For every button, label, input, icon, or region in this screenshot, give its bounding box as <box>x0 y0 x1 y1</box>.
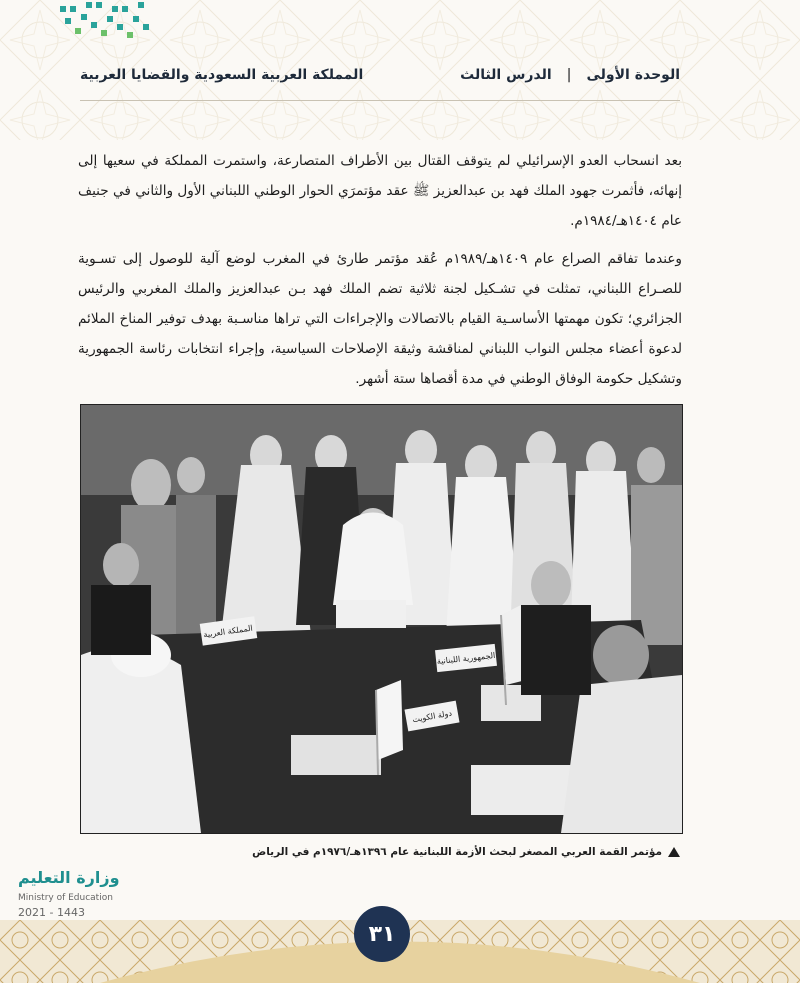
unit-title: الوحدة الأولى <box>586 67 680 83</box>
lesson-title: الدرس الثالث <box>460 67 552 83</box>
header-separator: | <box>566 67 572 83</box>
ministry-name-arabic: وزارة التعليم <box>18 868 120 887</box>
ministry-year: 2021 - 1443 <box>18 906 85 919</box>
unit-lesson <box>460 67 680 83</box>
photo-caption <box>190 846 680 858</box>
ministry-logo-icon <box>56 0 156 38</box>
topic-title: المملكة العربية السعودية والقضايا العربية <box>80 67 364 83</box>
caption-text: مؤتمر القمة العربي المصغر لبحث الأزمة اللبنانية عام ١٣٩٦هـ/١٩٧٦م في الرياض <box>252 846 662 858</box>
paragraph-1: بعد انسحاب العدو الإسرائيلي لم يتوقف القتال بين الأطراف المتصارعة، واستمرت المملكة في سعيها إلى إنهائه، فأثمرت جهود الملك فهد بن عبدالعزيز ﷺ عقد مؤتمرَي الحوار الوطني اللبناني الأول والثاني في جنيف عام ١٤٠٤هـ/١٩٨٤م. <box>78 153 682 229</box>
flag-card-1: المملكة العربية <box>202 623 254 640</box>
paragraph-2: وعندما تفاقم الصراع عام ١٤٠٩هـ/١٩٨٩م عُقد مؤتمر طارئ في المغرب لوضع آلية للوصول إلى تسـوية للصـراع اللبناني، تمثلت في تشـكيل لجنة ثلاثية تضم الملك فهد بـن عبدالعزيز والملك المغربي والرئيس الجزائري؛ تكون مهمتها الأساسـية القيام بالاتصالات والإجراءات التي تراها مناسـبة بهدف توفير المناخ الملائم لدعوة أعضاء مجلس النواب اللبناني لمناقشة وثيقة الإصلاحات السياسية، وإجراء انتخابات رئاسة الجمهورية وتشكيل حكومة الوفاق الوطني في مدة أقصاها ستة أشهر. <box>78 251 682 387</box>
body-text <box>78 146 682 402</box>
header-divider <box>80 100 680 101</box>
flag-card-2: الجمهورية اللبنانية <box>436 650 496 667</box>
page-header <box>80 60 680 90</box>
caption-triangle-icon <box>668 847 680 857</box>
flag-card-3: دولة الكويت <box>411 708 453 725</box>
ministry-name-english: Ministry of Education <box>18 893 113 903</box>
historical-photo <box>80 404 683 834</box>
page-number: ٣١ <box>354 906 410 962</box>
